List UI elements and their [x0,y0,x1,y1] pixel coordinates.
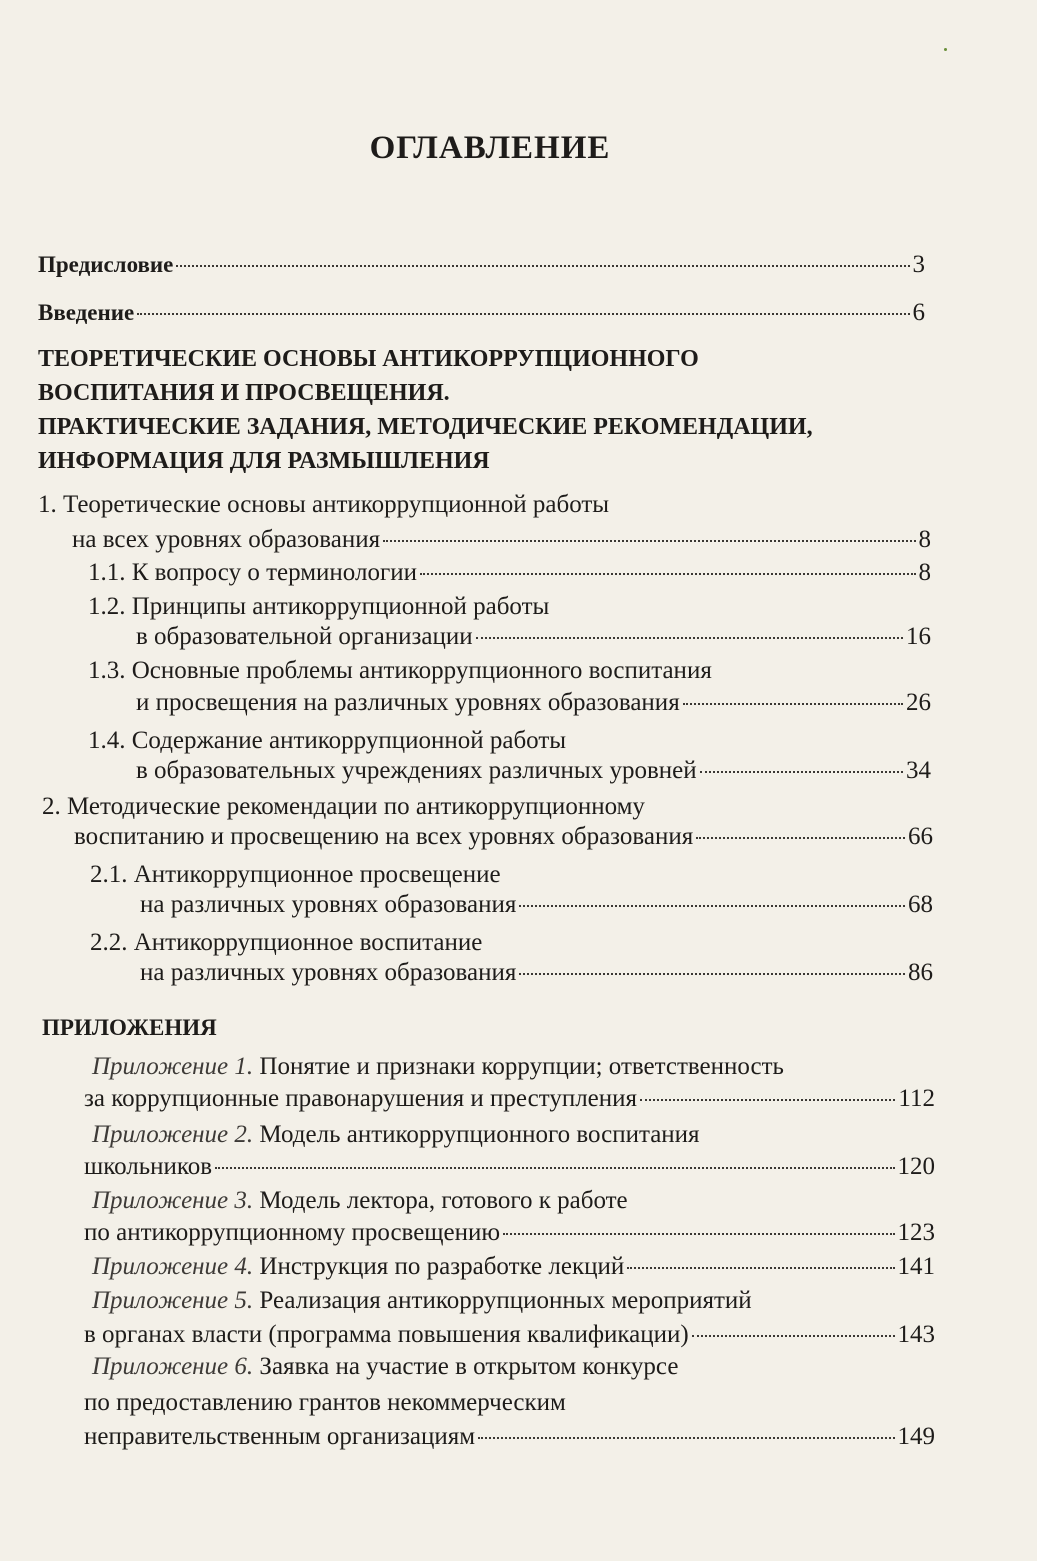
section-heading-line: ИНФОРМАЦИЯ ДЛЯ РАЗМЫШЛЕНИЯ [38,448,490,474]
appendix-tag: Приложение 5. [92,1287,254,1314]
toc-entry-1-4[interactable] [136,756,931,786]
toc-entry-preface[interactable] [38,250,925,280]
leader-dots [683,703,903,705]
toc-entry-2-1[interactable] [140,890,933,920]
appendix-title: Заявка на участие в открытом конкурсе [253,1353,679,1380]
toc-entry-appendix-3[interactable] [84,1218,935,1248]
leader-dots [627,1267,894,1269]
section-heading-line: ПРАКТИЧЕСКИЕ ЗАДАНИЯ, МЕТОДИЧЕСКИЕ РЕКОМЕНДАЦИИ, [38,414,813,440]
appendix-title: Модель лектора, готового к работе [253,1187,628,1214]
leader-dots [696,837,905,839]
leader-dots [692,1335,895,1337]
leader-dots [519,973,905,975]
leader-dots [215,1167,894,1169]
toc-entry-line[interactable]: 1.4. Содержание антикоррупционной работы [88,727,567,754]
toc-entry-line[interactable]: 1.2. Принципы антикоррупционной работы [88,593,550,620]
page-number: 112 [898,1085,935,1112]
toc-entry-line[interactable] [92,1286,752,1316]
leader-dots [640,1099,895,1101]
entry-label: 1.1. К вопросу о терминологии [88,559,417,586]
page-number: 34 [906,757,931,784]
page-number: 68 [908,891,933,918]
toc-entry-line[interactable] [92,1052,784,1082]
toc-entry-introduction[interactable] [38,298,925,328]
entry-label: и просвещения на различных уровнях образования [136,689,680,716]
toc-entry-appendix-4[interactable] [92,1252,935,1282]
toc-entry-line[interactable]: 1.3. Основные проблемы антикоррупционного воспитания [88,657,712,684]
appendix-tag: Приложение 2. [92,1121,254,1148]
appendix-tag: Приложение 6. [92,1353,254,1380]
page-number: 86 [908,959,933,986]
entry-label: школьников [84,1153,213,1180]
entry-label: по антикоррупционному просвещению [84,1219,501,1246]
leader-dots [176,265,909,267]
toc-entry-line[interactable] [92,1352,678,1382]
toc-entry-line[interactable]: 2. Методические рекомендации по антикоррупционному [42,793,645,820]
toc-entry-1-1[interactable] [88,558,931,588]
entry-label: воспитанию и просвещению на всех уровнях образования [74,823,694,850]
page-number: 8 [918,526,931,553]
toc-entry-line[interactable] [92,1186,628,1216]
entry-label: неправительственным организациям [84,1423,476,1450]
appendix-tag: Приложение 3. [92,1187,254,1214]
toc-entry-appendix-5[interactable] [84,1320,935,1350]
leader-dots [700,771,903,773]
toc-entry-1-2[interactable] [136,622,931,652]
leader-dots [420,573,916,575]
toc-entry-2-2[interactable] [140,958,933,988]
leader-dots [478,1437,894,1439]
page-number: 3 [912,251,925,278]
appendices-heading: ПРИЛОЖЕНИЯ [42,1015,217,1040]
toc-entry-appendix-6[interactable] [84,1422,935,1452]
leader-dots [519,905,905,907]
toc-entry-line[interactable]: по предоставлению грантов некоммерческим [84,1389,566,1416]
page-number: 6 [912,299,925,326]
toc-entry-line[interactable]: 1. Теоретические основы антикоррупционной работы [38,491,610,518]
appendix-title: Понятие и признаки коррупции; ответственность [253,1053,784,1080]
page-number: 149 [897,1423,935,1450]
entry-label: на различных уровнях образования [140,891,517,918]
entry-label: в образовательных учреждениях различных уровней [136,757,697,784]
leader-dots [476,637,903,639]
leader-dots [137,313,909,315]
page-number: 120 [897,1153,935,1180]
toc-entry-chapter-2[interactable] [74,822,933,852]
page-number: 26 [906,689,931,716]
toc-entry-line[interactable]: 2.2. Антикоррупционное воспитание [90,929,483,956]
entry-label [92,1252,624,1282]
appendix-tag: Приложение 1. [92,1053,254,1080]
page-number: 143 [897,1321,935,1348]
page-number: 66 [908,823,933,850]
toc-entry-chapter-1[interactable] [72,525,931,555]
page-number: 141 [897,1253,935,1280]
toc-entry-line[interactable] [92,1120,700,1150]
entry-label: Введение [38,300,135,325]
leader-dots [383,540,915,542]
entry-label: в органах власти (программа повышения квалификации) [84,1321,689,1348]
page-number: 16 [906,623,931,650]
page-number: 123 [897,1219,935,1246]
toc-entry-appendix-1[interactable] [84,1084,935,1114]
entry-label: за коррупционные правонарушения и преступления [84,1085,638,1112]
leader-dots [503,1233,894,1235]
entry-label: Предисловие [38,252,174,277]
section-heading-line: ТЕОРЕТИЧЕСКИЕ ОСНОВЫ АНТИКОРРУПЦИОННОГО [38,346,699,372]
toc-entry-appendix-2[interactable] [84,1152,935,1182]
entry-label: в образовательной организации [136,623,473,650]
appendix-title: Реализация антикоррупционных мероприятий [253,1287,752,1314]
appendix-title: Инструкция по разработке лекций [253,1253,625,1280]
entry-label: на различных уровнях образования [140,959,517,986]
toc-entry-1-3[interactable] [136,688,931,718]
appendix-tag: Приложение 4. [92,1253,254,1280]
section-heading-line: ВОСПИТАНИЯ И ПРОСВЕЩЕНИЯ. [38,380,450,406]
ink-spot [944,48,947,51]
page-number: 8 [918,559,931,586]
appendix-title: Модель антикоррупционного воспитания [253,1121,700,1148]
page-title: ОГЛАВЛЕНИЕ [369,130,611,166]
entry-label: на всех уровнях образования [72,526,381,553]
toc-entry-line[interactable]: 2.1. Антикоррупционное просвещение [90,861,501,888]
